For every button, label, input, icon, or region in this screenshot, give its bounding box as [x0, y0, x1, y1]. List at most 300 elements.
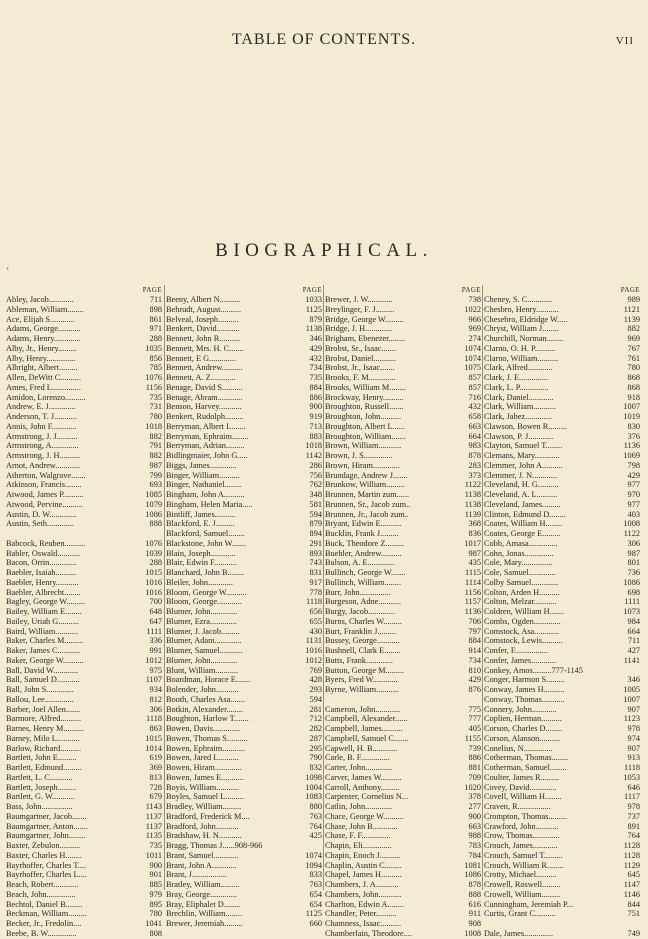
- entry-name: Brigham, Ebenezer........: [325, 334, 406, 343]
- entry-name: Crawford, John...........: [484, 821, 559, 831]
- index-entry: [324, 305, 483, 315]
- entry-name: Chapel, James H..........: [325, 870, 402, 880]
- entry-name: Bennett, E G.............: [166, 353, 237, 363]
- index-entry: [483, 295, 642, 305]
- entry-page: 737: [627, 811, 640, 821]
- entry-name: Chapin, Eli..............: [325, 841, 392, 850]
- index-entry: [5, 500, 164, 510]
- entry-name: Annis, John F............: [6, 421, 77, 431]
- index-entry: [165, 324, 324, 334]
- index-entry: [165, 666, 324, 676]
- entry-name: Binger, Nathaniel........: [166, 480, 242, 490]
- entry-page: 900: [149, 860, 162, 870]
- index-entry: [5, 373, 164, 383]
- entry-name: Brewer, Jeremiah.........: [166, 919, 243, 928]
- entry-name: Bartlett, L. C...........: [6, 772, 73, 782]
- entry-page: 1146: [623, 889, 640, 899]
- entry-page: 1004: [305, 782, 322, 792]
- entry-page: 756: [309, 470, 322, 480]
- entry-page: 1138: [464, 490, 481, 499]
- index-entry: [483, 685, 642, 695]
- entry-page: 619: [149, 753, 162, 763]
- entry-name: Bowen, Davis.............: [166, 724, 240, 733]
- index-entry: [5, 393, 164, 403]
- entry-page: 780: [149, 909, 162, 919]
- index-entry: [165, 568, 324, 578]
- entry-page: 749: [627, 928, 640, 938]
- index-entry: [483, 305, 642, 315]
- entry-name: Crompton, Thomas.........: [484, 811, 568, 821]
- index-entry: [324, 675, 483, 685]
- entry-page: 969: [627, 334, 640, 343]
- entry-page: 1073: [623, 607, 640, 616]
- index-entry: [483, 529, 642, 539]
- index-entry: [483, 705, 642, 715]
- entry-page: 784: [468, 850, 481, 860]
- entry-name: Crowell, Roswell.........: [484, 880, 561, 889]
- entry-page: 978: [627, 724, 640, 733]
- entry-page: 1007: [623, 694, 640, 704]
- entry-name: Cotherman, Thomas........: [484, 753, 569, 763]
- entry-page: 429: [627, 470, 640, 480]
- entry-page: 1125: [305, 909, 322, 919]
- entry-name: Chapin, Enoch J..........: [325, 850, 401, 860]
- entry-page: 728: [149, 782, 162, 792]
- index-entry: [165, 412, 324, 422]
- index-entry: [5, 783, 164, 793]
- entry-name: Brobst, Jr., Isaac.......: [325, 363, 395, 373]
- index-entry: [324, 334, 483, 344]
- index-entry: [324, 929, 483, 939]
- entry-page: 658: [468, 412, 481, 421]
- index-entry: [324, 802, 483, 812]
- entry-name: Breylinger, F. J.........: [325, 304, 395, 314]
- entry-page: 914: [468, 646, 481, 655]
- entry-page: 987: [627, 548, 640, 558]
- section-title: BIOGRAPHICAL.: [215, 240, 433, 261]
- index-entry: [483, 909, 642, 919]
- entry-page: 711: [627, 636, 640, 646]
- index-entry: [324, 636, 483, 646]
- entry-name: Clarno, William..........: [484, 353, 559, 363]
- index-entry: [5, 666, 164, 676]
- entry-name: Atwood, James P..........: [6, 490, 84, 499]
- index-entry: [5, 900, 164, 910]
- index-entry: [165, 519, 324, 529]
- index-entry: [483, 802, 642, 812]
- entry-page: 1085: [145, 490, 162, 499]
- index-entry: [483, 412, 642, 422]
- entry-page: 1122: [464, 480, 481, 490]
- entry-page: 663: [468, 421, 481, 431]
- index-entry: [165, 295, 324, 305]
- entry-page: 1121: [623, 304, 640, 314]
- entry-name: Campbell, Alexander......: [325, 714, 408, 724]
- page-title: TABLE OF CONTENTS.: [231, 31, 417, 48]
- index-entry: [324, 773, 483, 783]
- entry-page: 1137: [145, 821, 162, 831]
- entry-page: 767: [627, 343, 640, 353]
- entry-page: 735: [309, 373, 322, 382]
- entry-page: 808: [149, 928, 162, 938]
- index-entry: [165, 919, 324, 929]
- index-entry: [324, 354, 483, 364]
- entry-page: 1012: [305, 655, 322, 665]
- entry-page: 888: [149, 519, 162, 529]
- entry-name: Churchill, Norman........: [484, 334, 564, 343]
- entry-page: 1018: [305, 441, 322, 451]
- entry-page: 884: [468, 636, 481, 646]
- entry-page: 1086: [145, 509, 162, 519]
- entry-name: Clark, William...........: [484, 402, 557, 412]
- index-entry: [5, 354, 164, 364]
- index-entry: [5, 929, 164, 939]
- index-entry: [165, 510, 324, 520]
- index-entry: [324, 851, 483, 861]
- entry-name: Covey, David.............: [484, 782, 557, 792]
- index-entry: [5, 305, 164, 315]
- index-entry: [324, 471, 483, 481]
- entry-page: 1053: [623, 772, 640, 782]
- entry-name: Bridge, George W.........: [325, 314, 404, 324]
- entry-page: 1125: [305, 304, 322, 314]
- entry-name: Byrne, William...........: [325, 685, 399, 694]
- entry-page: 287: [309, 733, 322, 743]
- index-entry: [483, 393, 642, 403]
- index-entry: [5, 597, 164, 607]
- entry-name: Brewer, J. W............: [325, 295, 393, 304]
- index-entry: [483, 783, 642, 793]
- entry-name: Brunnen, Sr., Jacob zum..: [325, 499, 411, 509]
- index-entry: [5, 549, 164, 559]
- entry-name: Barber, Joel Allen.......: [6, 704, 81, 714]
- index-entry: [324, 539, 483, 549]
- index-entry: [324, 588, 483, 598]
- entry-page: 403: [627, 509, 640, 519]
- entry-name: Chryst, William J........: [484, 324, 559, 334]
- entry-page: 1138: [305, 324, 322, 334]
- entry-name: Carver, James W..........: [325, 772, 402, 782]
- index-entry: [5, 636, 164, 646]
- index-entry: [5, 558, 164, 568]
- entry-name: Baker, Charles M.........: [6, 636, 84, 646]
- index-entry: [324, 549, 483, 559]
- index-entry: [5, 324, 164, 334]
- index-entry: [324, 617, 483, 627]
- entry-page: 885: [149, 880, 162, 889]
- index-entry: [483, 354, 642, 364]
- entry-name: Blunt, William...........: [166, 665, 239, 675]
- entry-page: 277: [468, 802, 481, 811]
- index-entry: [324, 666, 483, 676]
- index-entry: [483, 402, 642, 412]
- index-entry: [5, 441, 164, 451]
- entry-name: Clayton, Samuel T........: [484, 441, 563, 451]
- entry-page: 1005: [623, 685, 640, 694]
- entry-name: Conger, Harmon S.........: [484, 675, 565, 685]
- entry-page: 663: [468, 821, 481, 831]
- entry-name: Bidlingmaier, John G.....: [166, 451, 248, 460]
- index-entry: [5, 831, 164, 841]
- entry-name: Bowen, Jared I...........: [166, 753, 239, 763]
- index-entry: [483, 666, 642, 676]
- index-entry: [165, 675, 324, 685]
- entry-name: Bagley, George W.........: [6, 597, 86, 607]
- index-entry: [324, 480, 483, 490]
- entry-name: Burns, Charles W.........: [325, 616, 402, 626]
- index-entry: [324, 822, 483, 832]
- index-entry: [165, 441, 324, 451]
- entry-name: Coulter, James R.........: [484, 772, 560, 782]
- index-entry: [324, 597, 483, 607]
- index-entry: [324, 734, 483, 744]
- page-header: [0, 31, 648, 51]
- index-entry: [483, 568, 642, 578]
- index-column-2: [164, 285, 324, 928]
- entry-name: Benson, Harvey...........: [166, 402, 242, 412]
- entry-page: 1118: [146, 714, 162, 724]
- entry-name: Crotty, Michael..........: [484, 870, 557, 880]
- entry-page: 429: [468, 675, 481, 685]
- entry-page: 775: [468, 704, 481, 714]
- entry-name: Bloom, George W..........: [166, 587, 247, 597]
- index-entry: [324, 490, 483, 500]
- entry-page: 778: [309, 587, 322, 597]
- entry-page: 735: [149, 841, 162, 850]
- entry-page: 799: [149, 470, 162, 480]
- entry-page: 1008: [464, 928, 481, 938]
- entry-name: Baebler, Albrecht........: [6, 587, 81, 597]
- letter-gap: [324, 695, 483, 705]
- entry-page: 969: [468, 324, 481, 334]
- entry-name: Cunningham, Jeremiah P...: [484, 899, 573, 909]
- entry-page: 735: [149, 392, 162, 402]
- index-entry: [483, 441, 642, 451]
- index-entry: [324, 831, 483, 841]
- entry-page: 1014: [145, 743, 162, 753]
- entry-page: 646: [627, 782, 640, 792]
- index-entry: [483, 597, 642, 607]
- index-entry: [483, 519, 642, 529]
- entry-name: Biggs, James.............: [166, 460, 237, 470]
- entry-name: Clarno, O. H. P..........: [484, 343, 556, 353]
- entry-page: 1083: [305, 792, 322, 802]
- index-entry: [483, 880, 642, 890]
- entry-page: 1118: [306, 597, 322, 607]
- entry-page: 879: [309, 519, 322, 529]
- entry-page: 712: [309, 714, 322, 724]
- index-entry: [483, 539, 642, 549]
- index-entry: [483, 822, 642, 832]
- entry-name: Blumer, J. Jacob.........: [166, 626, 240, 636]
- entry-name: Baker, James C...........: [6, 646, 81, 655]
- entry-page: 882: [627, 324, 640, 334]
- entry-name: Abley, Jacob............: [6, 295, 74, 304]
- entry-name: Covell, William H........: [484, 792, 562, 802]
- index-entry: [165, 480, 324, 490]
- entry-page: 664: [627, 626, 640, 636]
- entry-page: 907: [627, 704, 640, 714]
- entry-name: Confer, James............: [484, 655, 557, 665]
- entry-page: 898: [149, 304, 162, 314]
- index-entry: [165, 900, 324, 910]
- entry-name: Arnot, Andrew............: [6, 460, 81, 470]
- entry-name: Baxter, Zebulon..........: [6, 841, 81, 850]
- entry-page: 764: [309, 821, 322, 831]
- entry-name: Benage, David S..........: [166, 382, 243, 392]
- entry-page: 1139: [623, 314, 640, 324]
- index-entry: [5, 480, 164, 490]
- entry-page: 1135: [145, 831, 162, 841]
- entry-name: Colton, Melzar...........: [484, 597, 557, 607]
- index-entry: [324, 705, 483, 715]
- entry-name: Carpenter, Cornelius N...: [325, 792, 409, 802]
- index-entry: [5, 471, 164, 481]
- index-entry: [483, 724, 642, 734]
- index-entry: [483, 578, 642, 588]
- entry-page: 989: [627, 295, 640, 304]
- index-entry: [324, 646, 483, 656]
- entry-page: 427: [627, 646, 640, 655]
- index-entry: [165, 344, 324, 354]
- index-entry: [483, 383, 642, 393]
- index-entry: [5, 773, 164, 783]
- entry-page: 1033: [305, 295, 322, 304]
- entry-page: 1156: [464, 587, 481, 597]
- entry-page: 1139: [464, 509, 481, 519]
- index-entry: [483, 627, 642, 637]
- entry-page: 987: [468, 548, 481, 558]
- entry-name: Berryman, Albert L.......: [166, 421, 246, 431]
- entry-name: Allen, DeWitt C..........: [6, 373, 82, 382]
- index-entry: [324, 441, 483, 451]
- entry-name: Chandler, Peter..........: [325, 909, 397, 919]
- index-columns: [5, 285, 641, 938]
- index-entry: [483, 422, 642, 432]
- entry-name: Baird, William...........: [6, 626, 79, 636]
- index-entry: [324, 578, 483, 588]
- entry-name: Crow, Thomas.............: [484, 831, 560, 841]
- index-entry: [324, 568, 483, 578]
- entry-name: Bradford, John...........: [166, 821, 239, 831]
- entry-page: 1020: [464, 782, 481, 792]
- index-entry: [165, 529, 324, 539]
- index-entry: [165, 500, 324, 510]
- entry-name: Carle, B. F..............: [325, 753, 390, 763]
- index-entry: [324, 451, 483, 461]
- entry-name: Chace, George W..........: [325, 811, 404, 821]
- index-entry: [324, 870, 483, 880]
- index-entry: [165, 363, 324, 373]
- index-entry: [5, 714, 164, 724]
- entry-page: 975: [149, 665, 162, 675]
- entry-name: Brunnen, Martin zum......: [325, 490, 410, 499]
- index-entry: [165, 773, 324, 783]
- entry-page: 739: [468, 743, 481, 753]
- index-entry: [483, 510, 642, 520]
- entry-page: 706: [468, 616, 481, 626]
- index-entry: [165, 656, 324, 666]
- entry-name: Bechtol, Daniel B........: [6, 899, 83, 909]
- entry-name: Chesebro, Eldridge W.....: [484, 314, 568, 324]
- index-entry: [324, 724, 483, 734]
- entry-name: Anderson, T. J...........: [6, 412, 77, 421]
- entry-name: Barney, Milo L...........: [6, 733, 80, 743]
- entry-name: Bingham, John A..........: [166, 490, 245, 499]
- entry-page: 1019: [623, 412, 640, 421]
- index-entry: [5, 617, 164, 627]
- entry-name: Bulson, A. E.............: [325, 558, 395, 568]
- entry-page: 1069: [623, 451, 640, 460]
- entry-page: 655: [309, 616, 322, 626]
- entry-page: 780: [149, 412, 162, 421]
- index-entry: [483, 471, 642, 481]
- index-entry: [483, 929, 642, 939]
- entry-name: Ball, Samuel D...........: [6, 675, 80, 685]
- entry-page: 761: [627, 353, 640, 363]
- entry-name: Bucklin, Frank J.........: [325, 529, 399, 538]
- entry-page: 274: [468, 334, 481, 343]
- index-entry: [165, 909, 324, 919]
- index-entry: [324, 880, 483, 890]
- index-entry: [324, 763, 483, 773]
- entry-page: 645: [627, 870, 640, 880]
- entry-name: Adams, Henry.............: [6, 334, 81, 343]
- entry-name: Bratley, William.........: [166, 880, 240, 889]
- index-entry: [5, 510, 164, 520]
- index-entry: [165, 841, 324, 851]
- entry-name: Chase, John B............: [325, 821, 398, 831]
- entry-name: Bloom, George............: [166, 597, 242, 607]
- index-entry: [324, 363, 483, 373]
- entry-page: 879: [309, 314, 322, 324]
- entry-name: Bradford, Frederick M....: [166, 811, 250, 821]
- entry-page: 832: [309, 763, 322, 772]
- index-entry: [165, 870, 324, 880]
- entry-page: 857: [468, 373, 481, 382]
- entry-page: 288: [149, 558, 162, 568]
- entry-page: 1136: [623, 441, 640, 451]
- entry-name: Baker, George W..........: [6, 655, 84, 665]
- entry-name: Booth, Charles Asa.......: [166, 694, 245, 704]
- index-entry: [483, 607, 642, 617]
- index-entry: [5, 822, 164, 832]
- entry-page: 893: [309, 548, 322, 558]
- entry-page: 348: [309, 490, 322, 499]
- index-entry: [5, 841, 164, 851]
- index-entry: [324, 558, 483, 568]
- entry-page: 1011: [145, 850, 162, 860]
- entry-page: 919: [309, 412, 322, 421]
- entry-page: 988: [468, 831, 481, 841]
- entry-page: 1081: [464, 860, 481, 870]
- entry-name: Corson, Alanson..........: [484, 733, 561, 743]
- entry-name: Bowen, James E...........: [166, 772, 244, 782]
- index-entry: [324, 510, 483, 520]
- entry-name: Beach, Robert............: [6, 880, 79, 889]
- index-entry: [165, 753, 324, 763]
- entry-page: 831: [309, 568, 322, 577]
- entry-page: 1079: [145, 499, 162, 509]
- entry-page: 763: [309, 811, 322, 821]
- index-entry: [5, 870, 164, 880]
- index-entry: [5, 763, 164, 773]
- entry-name: Brunnen, Jr., Jacob zum..: [325, 509, 409, 519]
- entry-page: 977: [627, 480, 640, 490]
- entry-page: 373: [468, 470, 481, 480]
- index-entry: [483, 763, 642, 773]
- index-entry: [483, 695, 642, 705]
